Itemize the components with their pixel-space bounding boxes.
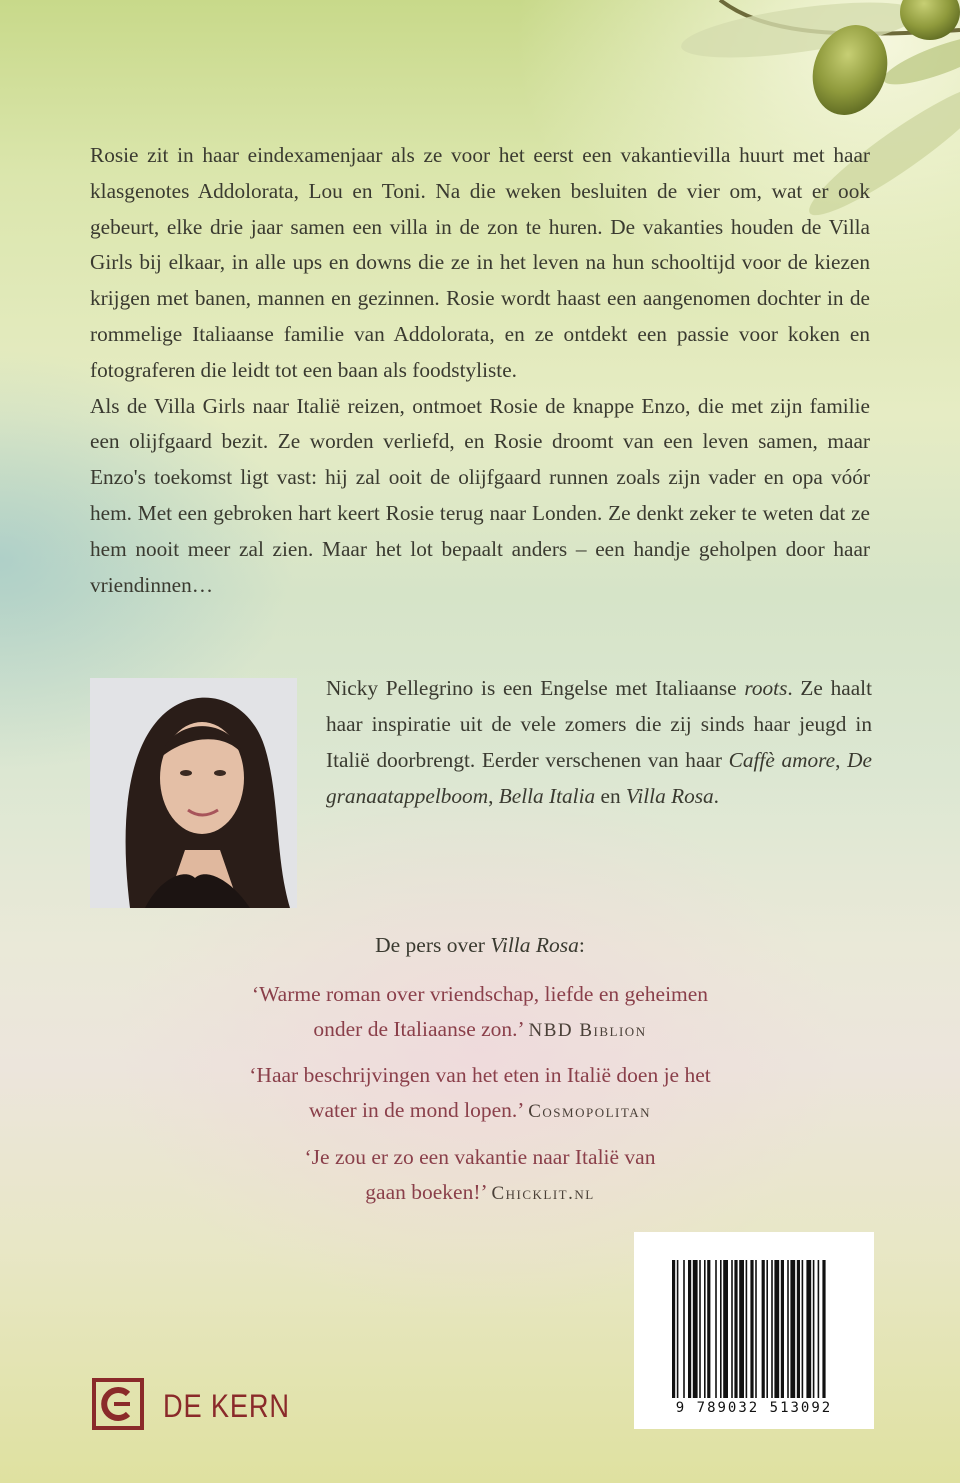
barcode-bar xyxy=(813,1260,815,1398)
barcode-bar xyxy=(766,1260,768,1398)
press-quote xyxy=(200,1140,760,1211)
barcode-bar xyxy=(750,1260,753,1398)
press-quote xyxy=(200,1058,760,1129)
book-title: Villa Rosa xyxy=(625,784,714,808)
blurb-paragraph: Rosie zit in haar eindexamenjaar als ze voor het eerst een vakantievilla huurt met haar klasgenotes Addolorata, Lou en Toni. Na die weken besluiten de vier om, wat er ook gebeurt, elke drie jaar samen een villa in de zon te huren. De vakanties houden de Villa Girls bij elkaar, in alle ups en downs die ze in het leven na hun schooltijd voor de kiezen krijgen met banen, mannen en gezinnen. Rosie wordt haast een aangenomen dochter in de rommelige Italiaanse familie van Addolorata, en ze ontdekt een passie voor koken en fotograferen die leidt tot een baan als foodstyliste. xyxy=(90,143,870,382)
blurb-paragraph: Als de Villa Girls naar Italië reizen, ontmoet Rosie de knappe Enzo, die met zijn familie een olijfgaard bezit. Ze worden verliefd, en Rosie droomt van een leven samen, maar Enzo's toekomst ligt vast: hij zal ooit de olijfgaard runnen zoals zijn vader en opa vóór hem. Met een gebroken hart keert Rosie terug naar Londen. Ze denkt zeker te weten dat ze hem nooit meer zal zien. Maar het lot bepaalt anders – een handje geholpen door haar vriendinnen… xyxy=(90,393,870,597)
quote-line: ‘Warme roman over vriendschap, liefde en geheimen xyxy=(251,982,709,1006)
author-bio xyxy=(326,670,872,814)
bio-text: Nicky Pellegrino is een Engelse met Italiaanse xyxy=(326,676,745,700)
barcode-bar xyxy=(707,1260,710,1398)
barcode-bar xyxy=(762,1260,765,1398)
barcode-bar xyxy=(790,1260,795,1398)
barcode-bar xyxy=(683,1260,685,1398)
barcode-bar xyxy=(755,1260,757,1398)
barcode-bar xyxy=(723,1260,728,1398)
quote-line: water in de mond lopen.’ xyxy=(308,1098,523,1122)
quote-line: gaan boeken!’ xyxy=(365,1180,487,1204)
quote-source: Cosmopolitan xyxy=(528,1101,652,1122)
press-heading xyxy=(0,928,960,962)
press-heading-text: De pers over xyxy=(375,933,491,957)
barcode-bar xyxy=(746,1260,748,1398)
barcode-bar xyxy=(781,1260,784,1398)
barcode-bar xyxy=(704,1260,706,1398)
isbn-number: 9 789032 513092 xyxy=(675,1400,833,1416)
barcode-bar xyxy=(739,1260,744,1398)
press-heading-title: Villa Rosa xyxy=(490,933,579,957)
bio-text: . Ze haalt haar inspiratie uit de vele zomers die zij sinds haar jeugd in Italië doorbrengt. Eerder verschenen van haar xyxy=(326,676,872,772)
barcode-bar xyxy=(787,1260,789,1398)
bio-text-emphasis: roots xyxy=(744,676,788,700)
barcode-bar xyxy=(802,1260,804,1398)
barcode-bar xyxy=(822,1260,825,1398)
book-title: Caffè amore xyxy=(728,748,836,772)
book-title: De granaatappelboom xyxy=(326,748,872,808)
barcode-bar xyxy=(688,1260,691,1398)
book-title: Bella Italia xyxy=(498,784,596,808)
press-quote xyxy=(200,977,760,1048)
barcode-bar xyxy=(806,1260,811,1398)
barcode-bar xyxy=(734,1260,737,1398)
book-blurb xyxy=(90,138,870,603)
barcode-bar xyxy=(818,1260,820,1398)
barcode-bar xyxy=(731,1260,733,1398)
barcode-bar xyxy=(699,1260,701,1398)
publisher-logo-icon xyxy=(92,1378,144,1430)
barcode-bar xyxy=(672,1260,675,1398)
press-heading-text: : xyxy=(578,933,585,957)
barcode-bars xyxy=(634,1232,874,1402)
bio-separator: , xyxy=(488,784,499,808)
bio-separator: en xyxy=(595,784,626,808)
quote-source: NBD Biblion xyxy=(528,1020,647,1041)
barcode-bar xyxy=(677,1260,679,1398)
barcode-bar xyxy=(720,1260,722,1398)
publisher-name: DE KERN xyxy=(163,1388,290,1424)
bio-separator: . xyxy=(713,784,719,808)
bio-separator: , xyxy=(835,748,848,772)
quote-line: ‘Je zou er zo een vakantie naar Italië van xyxy=(304,1145,656,1169)
barcode-bar xyxy=(693,1260,698,1398)
barcode-bar xyxy=(771,1260,773,1398)
author-photo xyxy=(90,678,297,908)
quote-line: onder de Italiaanse zon.’ xyxy=(313,1017,524,1041)
quote-source: Chicklit.nl xyxy=(491,1183,595,1204)
barcode-bar xyxy=(774,1260,779,1398)
quote-line: ‘Haar beschrijvingen van het eten in Italië doen je het xyxy=(249,1063,711,1087)
barcode-bar xyxy=(715,1260,717,1398)
barcode xyxy=(634,1232,874,1429)
barcode-bar xyxy=(797,1260,800,1398)
